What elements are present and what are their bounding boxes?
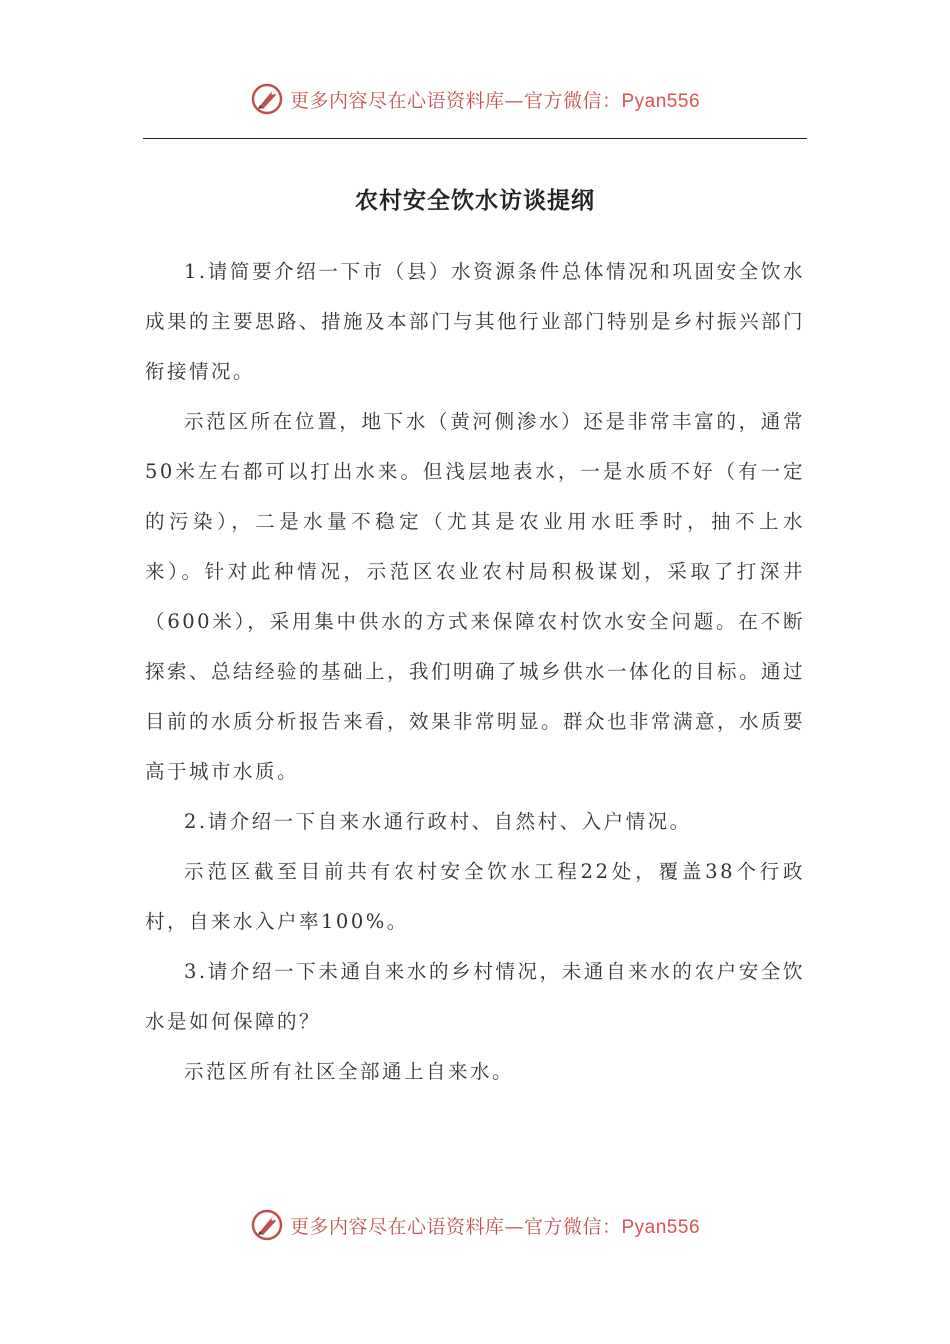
answer-2: 示范区截至目前共有农村安全饮水工程22处，覆盖38个行政村，自来水入户率100%。 (145, 860, 805, 933)
header-divider (143, 138, 807, 139)
answer-3: 示范区所有社区全部通上自来水。 (184, 1060, 515, 1083)
question-1: 1.请简要介绍一下市（县）水资源条件总体情况和巩固安全饮水成果的主要思路、措施及本部门与其他行业部门特别是乡村振兴部门衔接情况。 (145, 260, 806, 383)
banner-text: 更多内容尽在心语资料库—官方微信：Pyan556 (289, 1215, 701, 1238)
footer-banner (0, 1208, 950, 1242)
wechat-handle: Pyan556 (621, 90, 701, 112)
banner-text: 更多内容尽在心语资料库—官方微信：Pyan556 (289, 89, 701, 112)
wechat-handle: Pyan556 (621, 1216, 701, 1238)
document-body (145, 247, 805, 1097)
pen-nib-logo-icon (250, 82, 284, 116)
document-title: 农村安全饮水访谈提纲 (355, 188, 595, 214)
question-3: 3.请介绍一下未通自来水的乡村情况，未通自来水的农户安全饮水是如何保障的？ (145, 960, 805, 1033)
pen-nib-logo-icon (250, 1208, 284, 1242)
answer-1: 示范区所在位置，地下水（黄河侧渗水）还是非常丰富的，通常50米左右都可以打出水来。但浅层地表水，一是水质不好（有一定的污染），二是水量不稳定（尤其是农业用水旺季时，抽不上水来）。针对此种情况，示范区农业农村局积极谋划，采取了打深井（600米），采用集中供水的方式来保障农村饮水安全问题。在不断探索、总结经验的基础上，我们明确了城乡供水一体化的目标。通过目前的水质分析报告来看，效果非常明显。群众也非常满意，水质要高于城市水质。 (145, 410, 806, 783)
header-banner (0, 82, 950, 116)
question-2: 2.请介绍一下自来水通行政村、自然村、入户情况。 (184, 810, 692, 833)
